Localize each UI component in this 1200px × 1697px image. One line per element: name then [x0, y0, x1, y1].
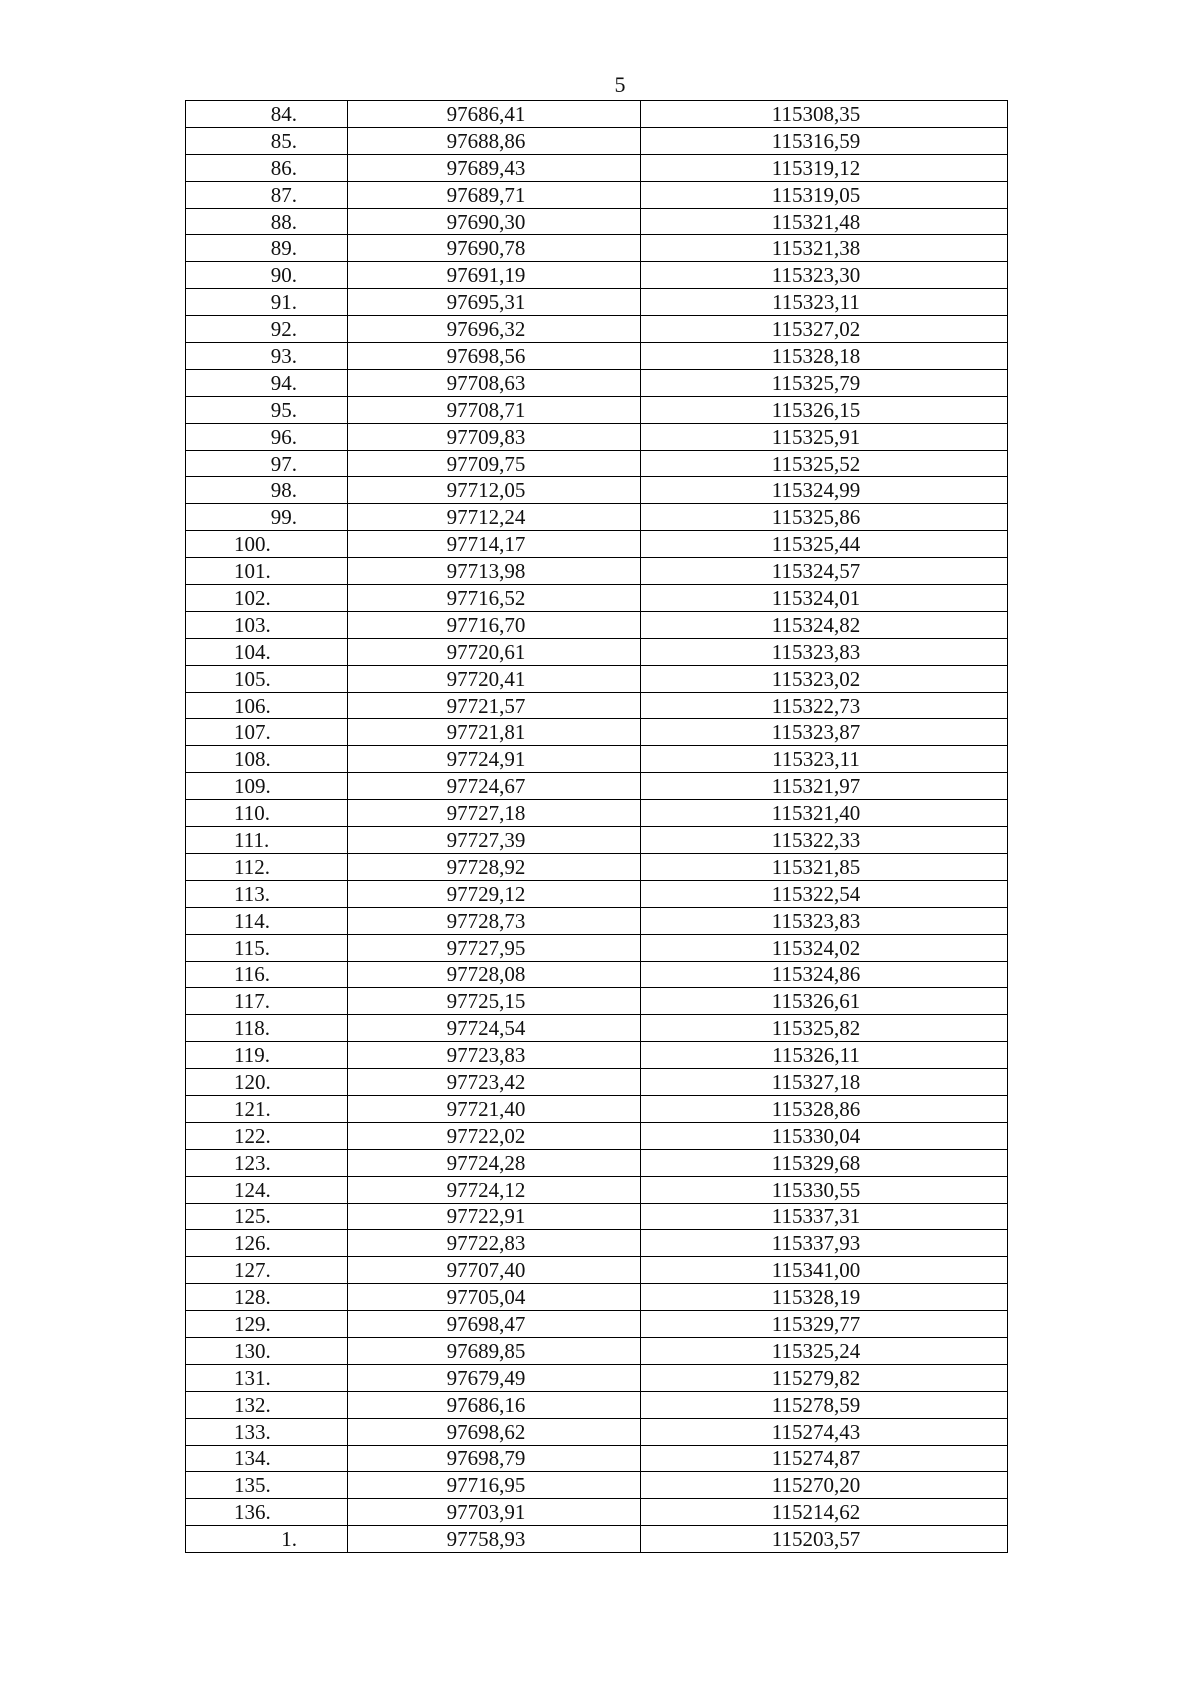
y-coordinate-cell: 115274,87	[641, 1445, 1008, 1472]
point-number-cell: 105.	[186, 665, 348, 692]
table-row	[186, 531, 1008, 558]
x-coordinate-cell: 97709,75	[348, 450, 641, 477]
point-number-cell: 122.	[186, 1122, 348, 1149]
point-number-cell: 106.	[186, 692, 348, 719]
point-number-cell: 136.	[186, 1499, 348, 1526]
y-coordinate-cell: 115325,24	[641, 1337, 1008, 1364]
y-coordinate-cell: 115324,02	[641, 934, 1008, 961]
point-number-cell: 102.	[186, 585, 348, 612]
table-row	[186, 1069, 1008, 1096]
x-coordinate-cell: 97691,19	[348, 262, 641, 289]
point-number-cell: 112.	[186, 853, 348, 880]
point-number-cell: 134.	[186, 1445, 348, 1472]
point-number-cell: 85.	[186, 127, 348, 154]
table-row	[186, 934, 1008, 961]
y-coordinate-cell: 115325,91	[641, 423, 1008, 450]
y-coordinate-cell: 115325,79	[641, 369, 1008, 396]
table-row	[186, 719, 1008, 746]
x-coordinate-cell: 97686,16	[348, 1391, 641, 1418]
y-coordinate-cell: 115323,83	[641, 638, 1008, 665]
y-coordinate-cell: 115203,57	[641, 1526, 1008, 1553]
point-number-cell: 104.	[186, 638, 348, 665]
table-row	[186, 1095, 1008, 1122]
table-row	[186, 1257, 1008, 1284]
y-coordinate-cell: 115321,85	[641, 853, 1008, 880]
x-coordinate-cell: 97712,05	[348, 477, 641, 504]
table-row	[186, 1391, 1008, 1418]
point-number-cell: 125.	[186, 1203, 348, 1230]
point-number-cell: 98.	[186, 477, 348, 504]
x-coordinate-cell: 97716,95	[348, 1472, 641, 1499]
table-row	[186, 907, 1008, 934]
y-coordinate-cell: 115322,73	[641, 692, 1008, 719]
point-number-cell: 111.	[186, 827, 348, 854]
x-coordinate-cell: 97688,86	[348, 127, 641, 154]
table-row	[186, 450, 1008, 477]
point-number-cell: 120.	[186, 1069, 348, 1096]
point-number-cell: 113.	[186, 880, 348, 907]
x-coordinate-cell: 97723,83	[348, 1042, 641, 1069]
y-coordinate-cell: 115328,18	[641, 343, 1008, 370]
y-coordinate-cell: 115323,30	[641, 262, 1008, 289]
table-row	[186, 988, 1008, 1015]
x-coordinate-cell: 97727,39	[348, 827, 641, 854]
point-number-cell: 129.	[186, 1311, 348, 1338]
page-number: 5	[614, 72, 626, 97]
x-coordinate-cell: 97703,91	[348, 1499, 641, 1526]
table-row	[186, 1230, 1008, 1257]
point-number-cell: 123.	[186, 1149, 348, 1176]
point-number-cell: 109.	[186, 773, 348, 800]
x-coordinate-cell: 97722,83	[348, 1230, 641, 1257]
point-number-cell: 126.	[186, 1230, 348, 1257]
x-coordinate-cell: 97689,85	[348, 1337, 641, 1364]
x-coordinate-cell: 97724,28	[348, 1149, 641, 1176]
x-coordinate-cell: 97722,91	[348, 1203, 641, 1230]
x-coordinate-cell: 97727,95	[348, 934, 641, 961]
table-row	[186, 1364, 1008, 1391]
x-coordinate-cell: 97728,92	[348, 853, 641, 880]
x-coordinate-cell: 97713,98	[348, 558, 641, 585]
point-number-cell: 100.	[186, 531, 348, 558]
y-coordinate-cell: 115319,05	[641, 181, 1008, 208]
x-coordinate-cell: 97720,61	[348, 638, 641, 665]
point-number-cell: 93.	[186, 343, 348, 370]
x-coordinate-cell: 97698,79	[348, 1445, 641, 1472]
point-number-cell: 88.	[186, 208, 348, 235]
point-number-cell: 87.	[186, 181, 348, 208]
y-coordinate-cell: 115329,77	[641, 1311, 1008, 1338]
table-row	[186, 746, 1008, 773]
point-number-cell: 84.	[186, 101, 348, 128]
point-number-cell: 97.	[186, 450, 348, 477]
x-coordinate-cell: 97689,71	[348, 181, 641, 208]
x-coordinate-cell: 97716,52	[348, 585, 641, 612]
y-coordinate-cell: 115323,11	[641, 746, 1008, 773]
point-number-cell: 90.	[186, 262, 348, 289]
point-number-cell: 135.	[186, 1472, 348, 1499]
y-coordinate-cell: 115323,87	[641, 719, 1008, 746]
table-row	[186, 1042, 1008, 1069]
y-coordinate-cell: 115274,43	[641, 1418, 1008, 1445]
point-number-cell: 114.	[186, 907, 348, 934]
x-coordinate-cell: 97721,40	[348, 1095, 641, 1122]
table-row	[186, 316, 1008, 343]
x-coordinate-cell: 97708,71	[348, 396, 641, 423]
table-row	[186, 423, 1008, 450]
y-coordinate-cell: 115325,44	[641, 531, 1008, 558]
y-coordinate-cell: 115214,62	[641, 1499, 1008, 1526]
y-coordinate-cell: 115325,82	[641, 1015, 1008, 1042]
x-coordinate-cell: 97728,73	[348, 907, 641, 934]
table-row	[186, 611, 1008, 638]
y-coordinate-cell: 115341,00	[641, 1257, 1008, 1284]
point-number-cell: 103.	[186, 611, 348, 638]
point-number-cell: 115.	[186, 934, 348, 961]
y-coordinate-cell: 115330,55	[641, 1176, 1008, 1203]
table-row	[186, 1472, 1008, 1499]
x-coordinate-cell: 97721,57	[348, 692, 641, 719]
x-coordinate-cell: 97679,49	[348, 1364, 641, 1391]
point-number-cell: 101.	[186, 558, 348, 585]
x-coordinate-cell: 97698,62	[348, 1418, 641, 1445]
x-coordinate-cell: 97689,43	[348, 154, 641, 181]
table-row	[186, 773, 1008, 800]
table-row	[186, 638, 1008, 665]
y-coordinate-cell: 115321,38	[641, 235, 1008, 262]
table-row	[186, 827, 1008, 854]
table-row	[186, 369, 1008, 396]
table-row	[186, 1122, 1008, 1149]
point-number-cell: 92.	[186, 316, 348, 343]
table-row	[186, 1418, 1008, 1445]
table-row	[186, 1015, 1008, 1042]
x-coordinate-cell: 97708,63	[348, 369, 641, 396]
y-coordinate-cell: 115326,61	[641, 988, 1008, 1015]
y-coordinate-cell: 115270,20	[641, 1472, 1008, 1499]
x-coordinate-cell: 97723,42	[348, 1069, 641, 1096]
table-row	[186, 1499, 1008, 1526]
table-row	[186, 880, 1008, 907]
x-coordinate-cell: 97696,32	[348, 316, 641, 343]
point-number-cell: 86.	[186, 154, 348, 181]
table-row	[186, 235, 1008, 262]
y-coordinate-cell: 115324,01	[641, 585, 1008, 612]
point-number-cell: 132.	[186, 1391, 348, 1418]
y-coordinate-cell: 115324,82	[641, 611, 1008, 638]
point-number-cell: 133.	[186, 1418, 348, 1445]
y-coordinate-cell: 115324,86	[641, 961, 1008, 988]
x-coordinate-cell: 97709,83	[348, 423, 641, 450]
x-coordinate-cell: 97728,08	[348, 961, 641, 988]
point-number-cell: 99.	[186, 504, 348, 531]
table-row	[186, 1526, 1008, 1553]
y-coordinate-cell: 115322,33	[641, 827, 1008, 854]
y-coordinate-cell: 115308,35	[641, 101, 1008, 128]
table-row	[186, 343, 1008, 370]
table-row	[186, 262, 1008, 289]
y-coordinate-cell: 115279,82	[641, 1364, 1008, 1391]
table-row	[186, 504, 1008, 531]
table-row	[186, 396, 1008, 423]
table-row	[186, 665, 1008, 692]
table-row	[186, 1311, 1008, 1338]
point-number-cell: 116.	[186, 961, 348, 988]
point-number-cell: 117.	[186, 988, 348, 1015]
x-coordinate-cell: 97690,30	[348, 208, 641, 235]
y-coordinate-cell: 115278,59	[641, 1391, 1008, 1418]
y-coordinate-cell: 115328,86	[641, 1095, 1008, 1122]
point-number-cell: 107.	[186, 719, 348, 746]
x-coordinate-cell: 97720,41	[348, 665, 641, 692]
x-coordinate-cell: 97707,40	[348, 1257, 641, 1284]
y-coordinate-cell: 115330,04	[641, 1122, 1008, 1149]
y-coordinate-cell: 115319,12	[641, 154, 1008, 181]
table-row	[186, 800, 1008, 827]
y-coordinate-cell: 115325,86	[641, 504, 1008, 531]
coordinates-table-body	[186, 101, 1008, 1553]
y-coordinate-cell: 115322,54	[641, 880, 1008, 907]
x-coordinate-cell: 97727,18	[348, 800, 641, 827]
point-number-cell: 1.	[186, 1526, 348, 1553]
y-coordinate-cell: 115323,11	[641, 289, 1008, 316]
x-coordinate-cell: 97695,31	[348, 289, 641, 316]
y-coordinate-cell: 115321,48	[641, 208, 1008, 235]
table-row	[186, 289, 1008, 316]
y-coordinate-cell: 115326,15	[641, 396, 1008, 423]
y-coordinate-cell: 115325,52	[641, 450, 1008, 477]
table-row	[186, 558, 1008, 585]
x-coordinate-cell: 97758,93	[348, 1526, 641, 1553]
table-row	[186, 1149, 1008, 1176]
x-coordinate-cell: 97724,54	[348, 1015, 641, 1042]
y-coordinate-cell: 115316,59	[641, 127, 1008, 154]
point-number-cell: 96.	[186, 423, 348, 450]
point-number-cell: 119.	[186, 1042, 348, 1069]
table-row	[186, 1203, 1008, 1230]
x-coordinate-cell: 97721,81	[348, 719, 641, 746]
point-number-cell: 121.	[186, 1095, 348, 1122]
point-number-cell: 124.	[186, 1176, 348, 1203]
y-coordinate-cell: 115329,68	[641, 1149, 1008, 1176]
table-row	[186, 1176, 1008, 1203]
table-row	[186, 692, 1008, 719]
point-number-cell: 127.	[186, 1257, 348, 1284]
point-number-cell: 110.	[186, 800, 348, 827]
point-number-cell: 131.	[186, 1364, 348, 1391]
table-row	[186, 1284, 1008, 1311]
x-coordinate-cell: 97690,78	[348, 235, 641, 262]
x-coordinate-cell: 97729,12	[348, 880, 641, 907]
y-coordinate-cell: 115328,19	[641, 1284, 1008, 1311]
y-coordinate-cell: 115337,31	[641, 1203, 1008, 1230]
y-coordinate-cell: 115324,57	[641, 558, 1008, 585]
point-number-cell: 108.	[186, 746, 348, 773]
y-coordinate-cell: 115326,11	[641, 1042, 1008, 1069]
y-coordinate-cell: 115321,40	[641, 800, 1008, 827]
y-coordinate-cell: 115327,18	[641, 1069, 1008, 1096]
table-row	[186, 585, 1008, 612]
y-coordinate-cell: 115321,97	[641, 773, 1008, 800]
x-coordinate-cell: 97724,12	[348, 1176, 641, 1203]
y-coordinate-cell: 115324,99	[641, 477, 1008, 504]
table-row	[186, 154, 1008, 181]
table-row	[186, 101, 1008, 128]
point-number-cell: 89.	[186, 235, 348, 262]
table-row	[186, 1445, 1008, 1472]
table-row	[186, 477, 1008, 504]
y-coordinate-cell: 115327,02	[641, 316, 1008, 343]
x-coordinate-cell: 97725,15	[348, 988, 641, 1015]
x-coordinate-cell: 97698,56	[348, 343, 641, 370]
y-coordinate-cell: 115337,93	[641, 1230, 1008, 1257]
x-coordinate-cell: 97724,67	[348, 773, 641, 800]
x-coordinate-cell: 97716,70	[348, 611, 641, 638]
point-number-cell: 118.	[186, 1015, 348, 1042]
point-number-cell: 91.	[186, 289, 348, 316]
point-number-cell: 130.	[186, 1337, 348, 1364]
table-row	[186, 853, 1008, 880]
x-coordinate-cell: 97724,91	[348, 746, 641, 773]
table-row	[186, 181, 1008, 208]
table-row	[186, 961, 1008, 988]
point-number-cell: 94.	[186, 369, 348, 396]
y-coordinate-cell: 115323,02	[641, 665, 1008, 692]
x-coordinate-cell: 97714,17	[348, 531, 641, 558]
x-coordinate-cell: 97722,02	[348, 1122, 641, 1149]
x-coordinate-cell: 97705,04	[348, 1284, 641, 1311]
x-coordinate-cell: 97686,41	[348, 101, 641, 128]
point-number-cell: 128.	[186, 1284, 348, 1311]
point-number-cell: 95.	[186, 396, 348, 423]
table-row	[186, 1337, 1008, 1364]
coordinates-table	[185, 100, 1008, 1553]
table-row	[186, 127, 1008, 154]
y-coordinate-cell: 115323,83	[641, 907, 1008, 934]
x-coordinate-cell: 97698,47	[348, 1311, 641, 1338]
table-row	[186, 208, 1008, 235]
x-coordinate-cell: 97712,24	[348, 504, 641, 531]
